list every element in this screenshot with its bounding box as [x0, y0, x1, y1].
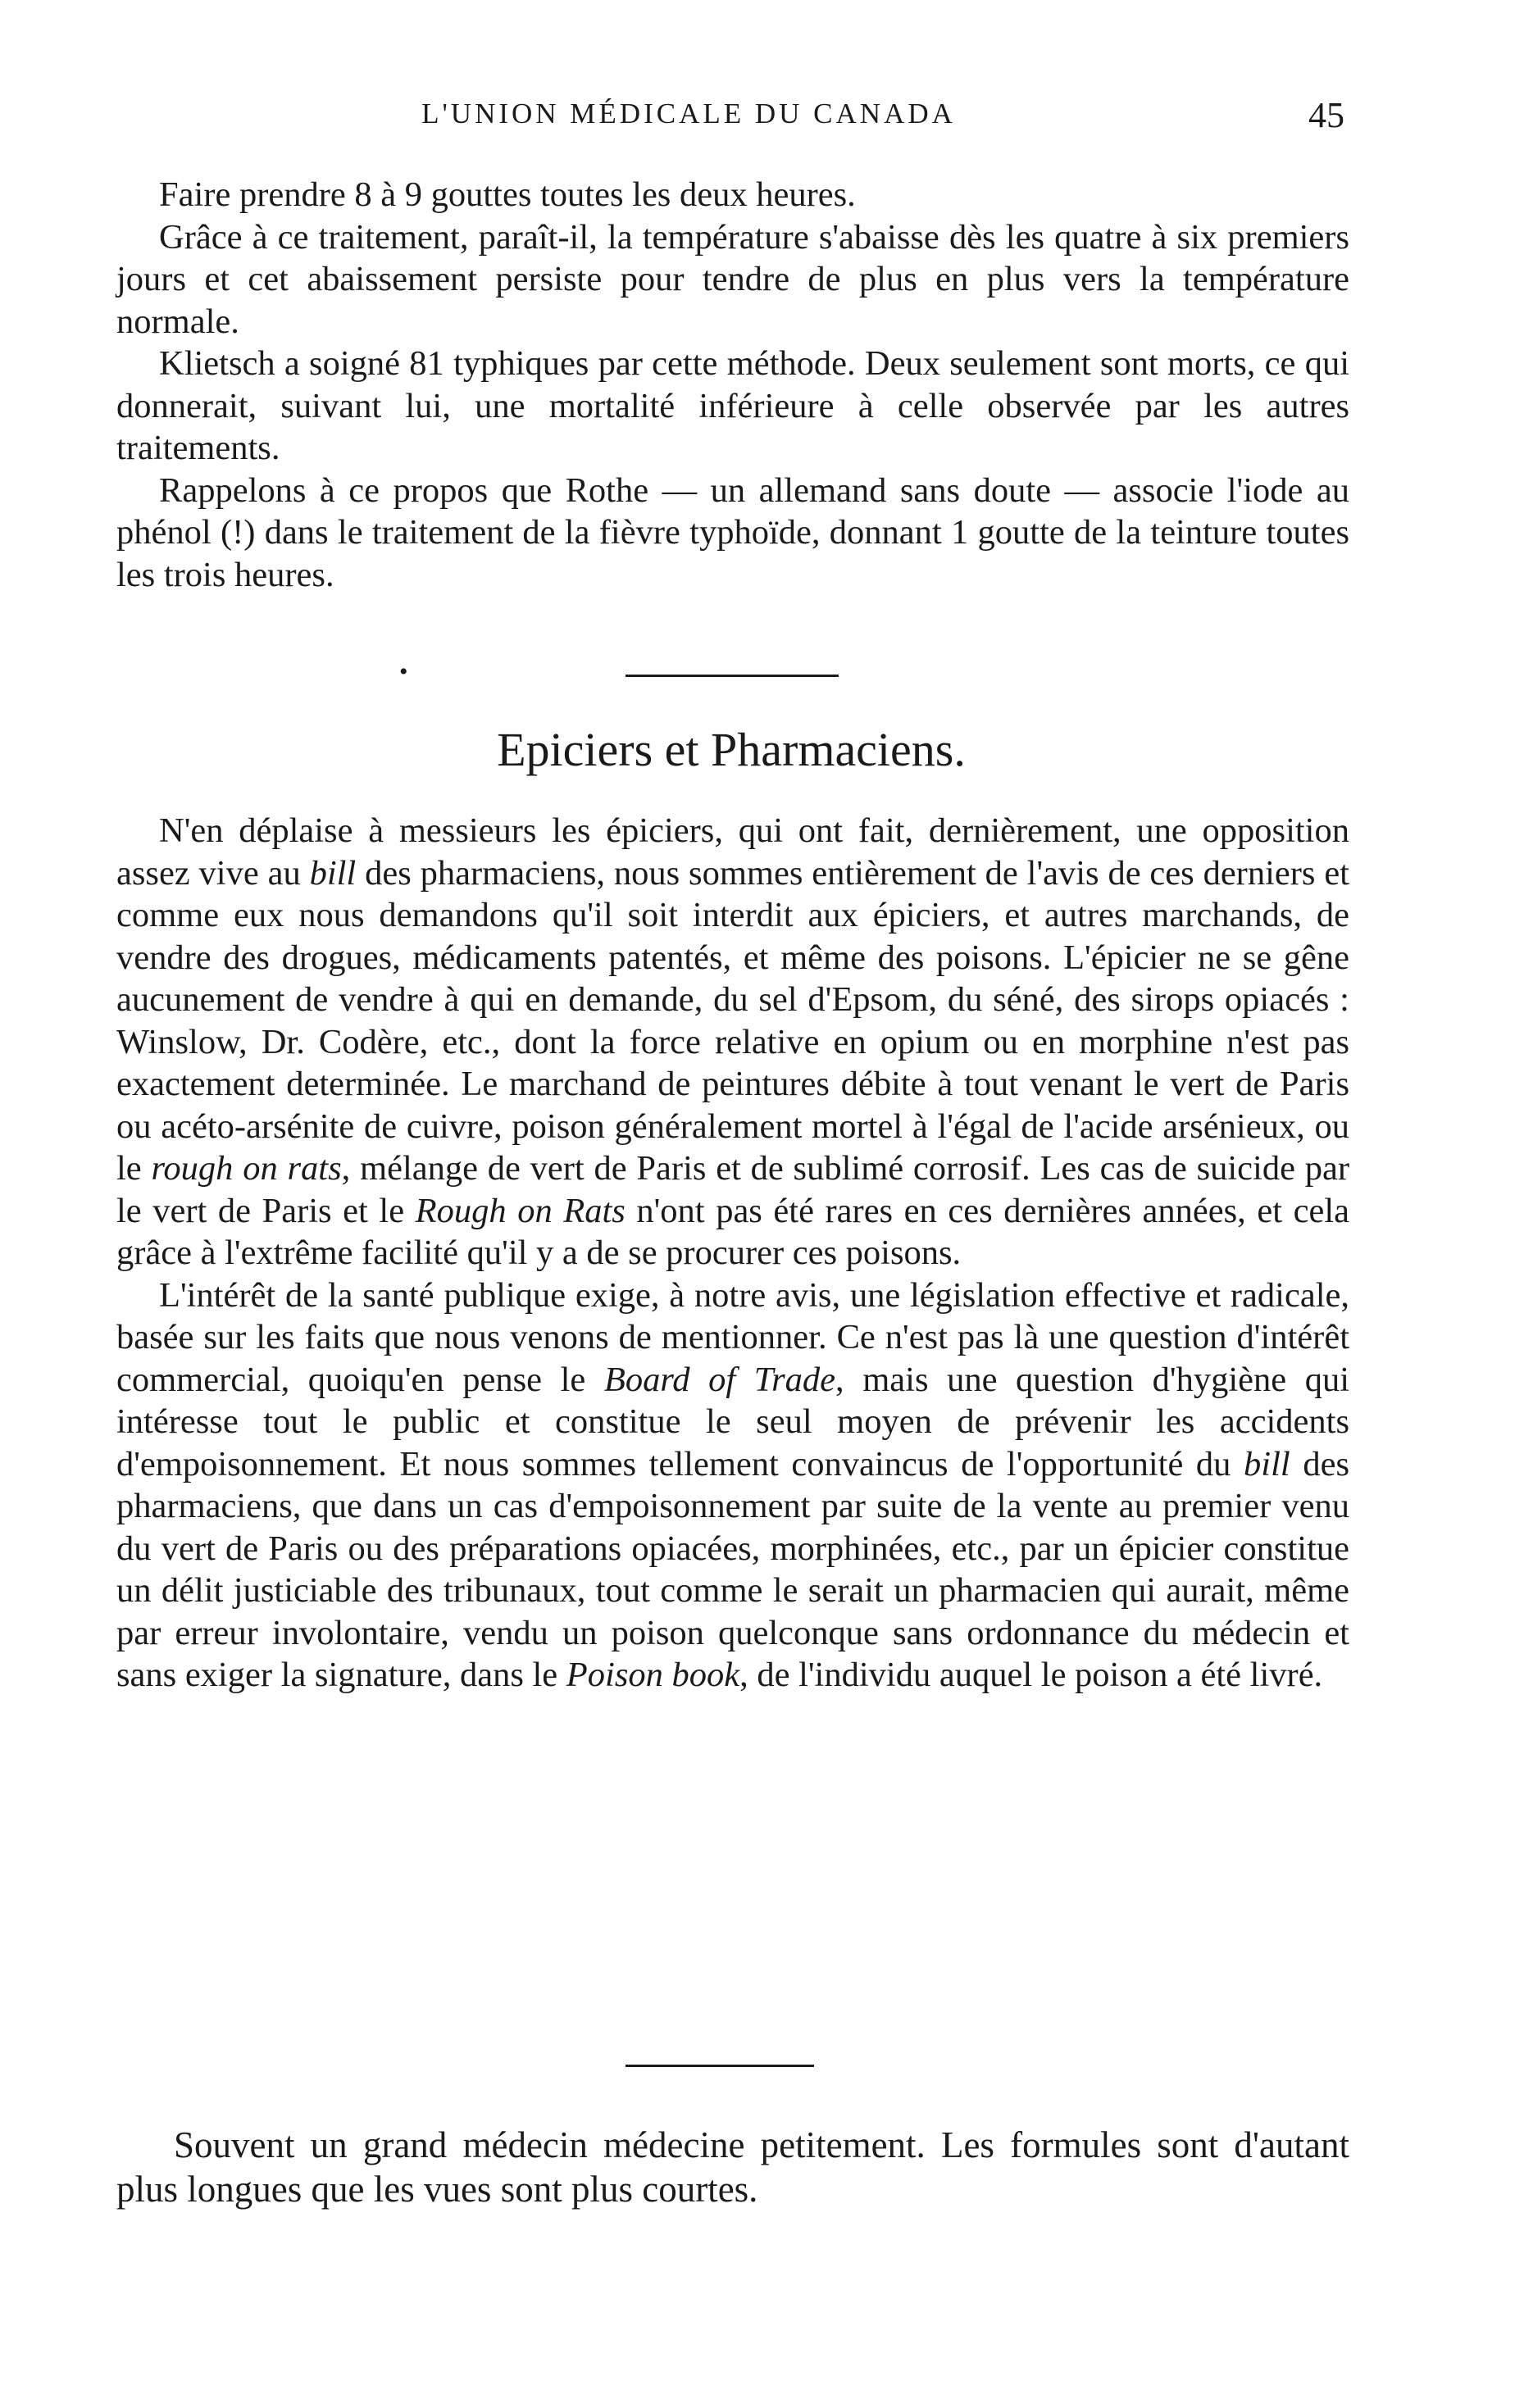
paragraph-rothe-method: Rappelons à ce propos que Rothe — un allemand sans doute — associe l'iode au phénol (!) dans le traitement de la fièvre typhoïde, donnant 1 goutte de la teinture toutes les trois heures.: [116, 470, 1349, 594]
paragraph-grocers-opposition: N'en déplaise à messieurs les épiciers, qui ont fait, dernièrement, une opposition assez vive au bill des pharmaciens, nous sommes entièrement de l'avis de ces derniers et comme eux nous demandons qu'il soit interdit aux épiciers, et autres marchands, de vendre des drogues, médicaments patentés, et même des poisons. L'épicier ne se gêne aucunement de vendre à qui en demande, du sel d'Epsom, du séné, des sirops opiacés : Winslow, Dr. Codère, etc., dont la force relative en opium ou en morphine n'est pas exactement determinée. Le marchand de peintures débite à tout venant le vert de Paris ou acéto-arsénite de cuivre, poison généralement mortel à l'égal de l'acide arsénieux, ou le rough on rats, mélange de vert de Paris et de sublimé corrosif. Les cas de suicide par le vert de Paris et le Rough on Rats n'ont pas été rares en ces dernières années, et cela grâce à l'extrême facilité qu'il y a de se procurer ces poisons.: [116, 811, 1349, 1272]
running-head: [115, 94, 1344, 143]
separator-dot: •: [399, 658, 408, 685]
section-title: Epiciers et Pharmaciens.: [497, 723, 966, 776]
running-title: L'UNION MÉDICALE DU CANADA: [421, 98, 956, 129]
maxim-block: [116, 2123, 1349, 2211]
paragraph-treatment-effect: Grâce à ce traitement, paraît-il, la température s'abaisse dès les quatre à six premiers jours et cet abaissement persiste pour tendre de plus en plus vers la température normale.: [116, 217, 1349, 341]
section-separator-rule: [626, 675, 839, 677]
paragraph-klietsch-results: Klietsch a soigné 81 typhiques par cette méthode. Deux seulement sont morts, ce qui donnerait, suivant lui, une mortalité inférieure à celle observée par les autres traitements.: [116, 344, 1349, 467]
article-body: [116, 810, 1349, 1697]
closing-separator-rule: [626, 2065, 814, 2067]
treatment-text-block: [116, 174, 1349, 596]
page-number: 45: [1308, 95, 1344, 135]
paragraph-public-health: L'intérêt de la santé publique exige, à notre avis, une législation effective et radicale, basée sur les faits que nous venons de mentionner. Ce n'est pas là une question d'intérêt commercial, quoiqu'en pense le Board of Trade, mais une question d'hygiène qui intéresse tout le public et constitue le seul moyen de prévenir les accidents d'empoisonnement. Et nous sommes tellement convaincus de l'opportunité du bill des pharmaciens, que dans un cas d'empoisonnement par suite de la vente au premier venu du vert de Paris ou des préparations opiacées, morphinées, etc., par un épicier constitue un délit justiciable des tribunaux, tout comme le serait un pharmacien qui aurait, même par erreur involontaire, vendu un poison quelconque sans ordonnance du médecin et sans exiger la signature, dans le Poison book, de l'individu auquel le poison a été livré.: [116, 1275, 1350, 1694]
maxim-text: Souvent un grand médecin médecine petitement. Les formules sont d'autant plus longues que les vues sont plus courtes.: [116, 2124, 1349, 2210]
paragraph-dosage: Faire prendre 8 à 9 gouttes toutes les deux heures.: [159, 175, 856, 214]
